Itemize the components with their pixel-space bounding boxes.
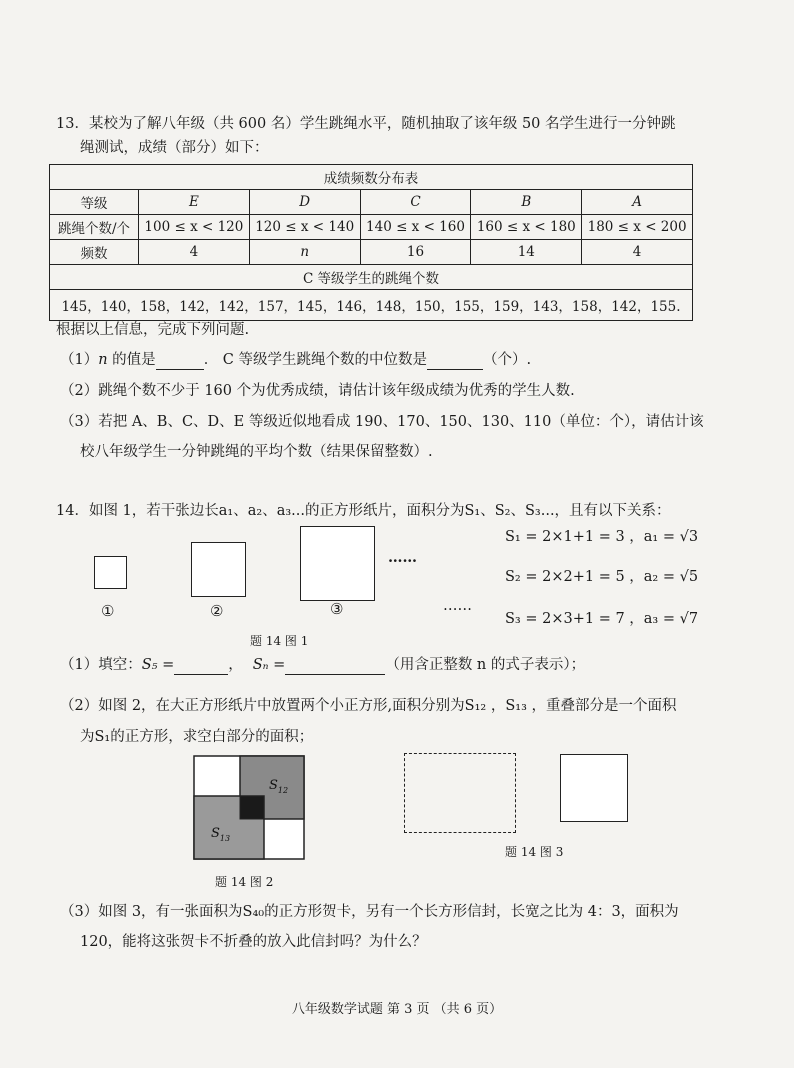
fig1-caption: 题 14 图 1 (250, 634, 309, 648)
overlap-square (240, 796, 264, 819)
s13-label: S (211, 826, 220, 841)
q13-part1 (60, 350, 531, 370)
range-cell: 120 ≤ x < 140 (249, 215, 360, 240)
freq-cell: 4 (582, 240, 693, 265)
text: ． C 等级学生跳绳个数的中位数是 (203, 352, 427, 368)
fig-label-3: ③ (330, 600, 344, 618)
q14-part3-line2: 120，能将这张贺卡不折叠的放入此信封吗？为什么？ (80, 934, 427, 950)
fig2-caption: 题 14 图 2 (215, 875, 274, 889)
s12-label: S (269, 778, 278, 793)
range-cell: 140 ≤ x < 160 (360, 215, 471, 240)
s12-sub: 12 (277, 786, 289, 795)
range-cell: 180 ≤ x < 200 (582, 215, 693, 240)
answer-blank[interactable] (427, 353, 483, 370)
fig-label-2: ② (210, 602, 224, 620)
text: 的值是 (107, 352, 156, 368)
range-label: 跳绳个数/个 (50, 215, 139, 240)
answer-blank[interactable] (285, 658, 385, 675)
square-2 (191, 542, 246, 597)
freq-label: 频数 (50, 240, 139, 265)
freq-cell: n (249, 240, 360, 265)
fig-label-1: ① (101, 602, 115, 620)
grade-cell: E (139, 190, 250, 215)
freq-cell: 4 (139, 240, 250, 265)
range-cell: 160 ≤ x < 180 (471, 215, 582, 240)
text: ， (228, 657, 243, 673)
q14-part2-line1: （2）如图 2，在大正方形纸片中放置两个小正方形,面积分别为S₁₂ ，S₁₃ ，重叠部分是一个面积 (60, 698, 677, 714)
q13-line1: 13．某校为了解八年级（共 600 名）学生跳绳水平，随机抽取了该年级 50 名学生进行一分钟跳 (56, 116, 676, 132)
table-title: 成绩频数分布表 (50, 165, 693, 190)
card-square (560, 754, 628, 822)
variable-n: n (98, 352, 108, 368)
page-footer: 八年级数学试题 第 3 页 （共 6 页） (291, 1002, 503, 1017)
q14-part2-line2: 为S₁的正方形，求空白部分的面积； (80, 729, 314, 745)
grade-cell: C (360, 190, 471, 215)
text: （用含正整数 n 的式子表示）； (385, 657, 586, 673)
c-grade-values: 145，140，158，142，142，157，145，146，148，150，155，159，143，158，142，155. (50, 290, 693, 321)
range-cell: 100 ≤ x < 120 (139, 215, 250, 240)
table-row (50, 215, 693, 240)
table-row (50, 190, 693, 215)
grade-label: 等级 (50, 190, 139, 215)
equation-3: S₃ = 2×3+1 = 7 ，a₃ = √7 (505, 611, 699, 627)
figure-2 (193, 755, 305, 860)
q13-part3-line1: （3）若把 A、B、C、D、E 等级近似地看成 190、170、150、130、110（单位：个），请估计该 (60, 414, 704, 430)
envelope-rectangle (404, 753, 516, 833)
q14-part3-line1: （3）如图 3，有一张面积为S₄₀的正方形贺卡，另有一个长方形信封，长宽之比为 4：3，面积为 (60, 904, 679, 920)
part-number: （1）填空： (60, 657, 142, 673)
ellipsis-2: …… (443, 598, 472, 614)
q14-intro: 14．如图 1，若干张边长a₁、a₂、a₃...的正方形纸片，面积分为S₁、S₂、S₃...，且有以下关系： (56, 503, 671, 519)
freq-cell: 14 (471, 240, 582, 265)
answer-blank[interactable] (156, 353, 204, 370)
answer-blank[interactable] (174, 658, 228, 675)
c-grade-title: C 等级学生的跳绳个数 (50, 265, 693, 290)
equation-2: S₂ = 2×2+1 = 5 ，a₂ = √5 (505, 569, 699, 585)
q13-part3-line2: 校八年级学生一分钟跳绳的平均个数（结果保留整数）. (80, 444, 433, 460)
part-number: （1） (60, 352, 99, 368)
freq-cell: 16 (360, 240, 471, 265)
text: （个）. (483, 352, 532, 368)
square-1 (94, 556, 127, 589)
grade-cell: B (471, 190, 582, 215)
square-3 (300, 526, 375, 601)
q13-line2: 绳测试，成绩（部分）如下： (80, 140, 269, 156)
grade-cell: D (249, 190, 360, 215)
s13-sub: 13 (219, 834, 231, 843)
s5-label: S₅ = (141, 657, 175, 673)
q14-part1 (60, 655, 585, 675)
sn-label: Sₙ = (252, 657, 286, 673)
frequency-table (49, 164, 693, 321)
q13-part2: （2）跳绳个数不少于 160 个为优秀成绩，请估计该年级成绩为优秀的学生人数. (60, 383, 575, 399)
equation-1: S₁ = 2×1+1 = 3 ，a₁ = √3 (505, 529, 699, 545)
q13-after: 根据以上信息，完成下列问题. (56, 322, 250, 338)
ellipsis-1: …… (388, 549, 417, 566)
fig3-caption: 题 14 图 3 (505, 845, 564, 859)
grade-cell: A (582, 190, 693, 215)
table-row (50, 240, 693, 265)
